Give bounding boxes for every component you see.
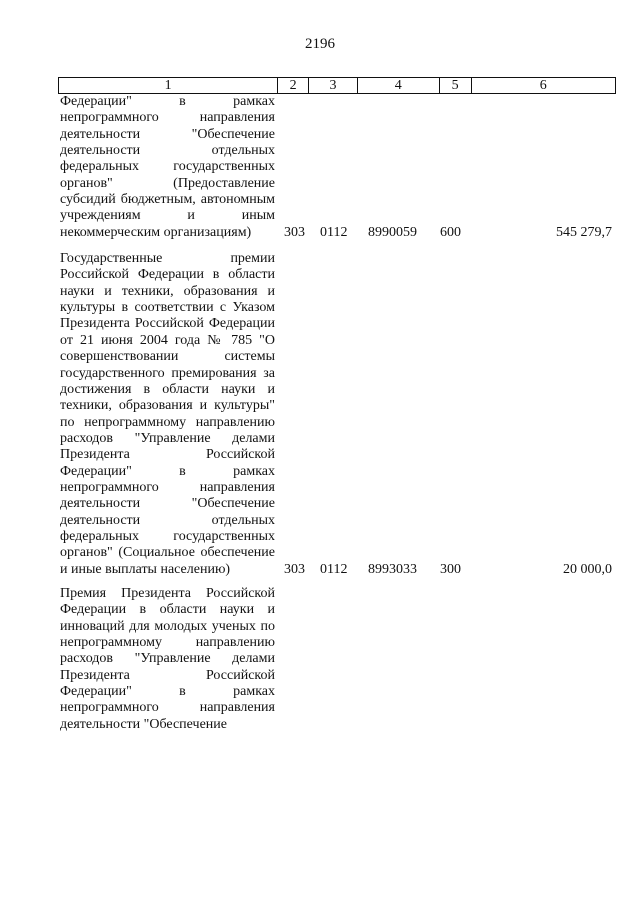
row-col4: 8993033 [368,561,417,577]
row-col6: 20 000,0 [563,561,612,577]
column-header-1: 1 [59,78,278,93]
column-header-4: 4 [358,78,440,93]
column-header-6: 6 [539,78,547,93]
page-number: 2196 [305,36,335,52]
table-row [58,586,616,733]
row-col3: 0112 [320,224,348,240]
budget-table [58,94,616,733]
row-col4: 8990059 [368,224,417,240]
row-col2: 303 [284,224,305,240]
row-description: Премия Президента Российской Федерации в области науки и инноваций для молодых ученых по непрограммному направлению расходов "Управление делами Президента Российской Федерации" в рамках непрограммного направления деятельности "Обеспечение [60,585,275,732]
row-col2: 303 [284,561,305,577]
row-description: Федерации" в рамках непрограммного направления деятельности "Обеспечение деятельности отдельных федеральных государственных органов" (Предоставление субсидий бюджетным, автономным учреждениям и иным некоммерческим организациям) [60,94,275,240]
table-header-row [58,77,616,94]
row-description: Государственные премии Российской Федерации в области науки и техники, образования и культуры в соответствии с Указом Президента Российской Федерации от 21 июня 2004 года № 785 "О совершенствовании системы государственного премирования за достижения в области науки и техники, образования и культуры" по непрограммному направлению расходов "Управление делами Президента Российской Федерации" в рамках непрограммного направления деятельности "Обеспечение деятельности отдельных федеральных государственных органов" (Социальное обеспечение и иные выплаты населению) [60,251,275,577]
column-header-2: 2 [278,78,309,93]
row-col5: 600 [440,224,461,240]
row-col6: 545 279,7 [556,224,612,240]
column-header-5: 5 [440,78,472,93]
table-row [58,251,616,578]
table-row [58,94,616,241]
row-col5: 300 [440,561,461,577]
column-header-3: 3 [309,78,358,93]
row-col3: 0112 [320,561,348,577]
